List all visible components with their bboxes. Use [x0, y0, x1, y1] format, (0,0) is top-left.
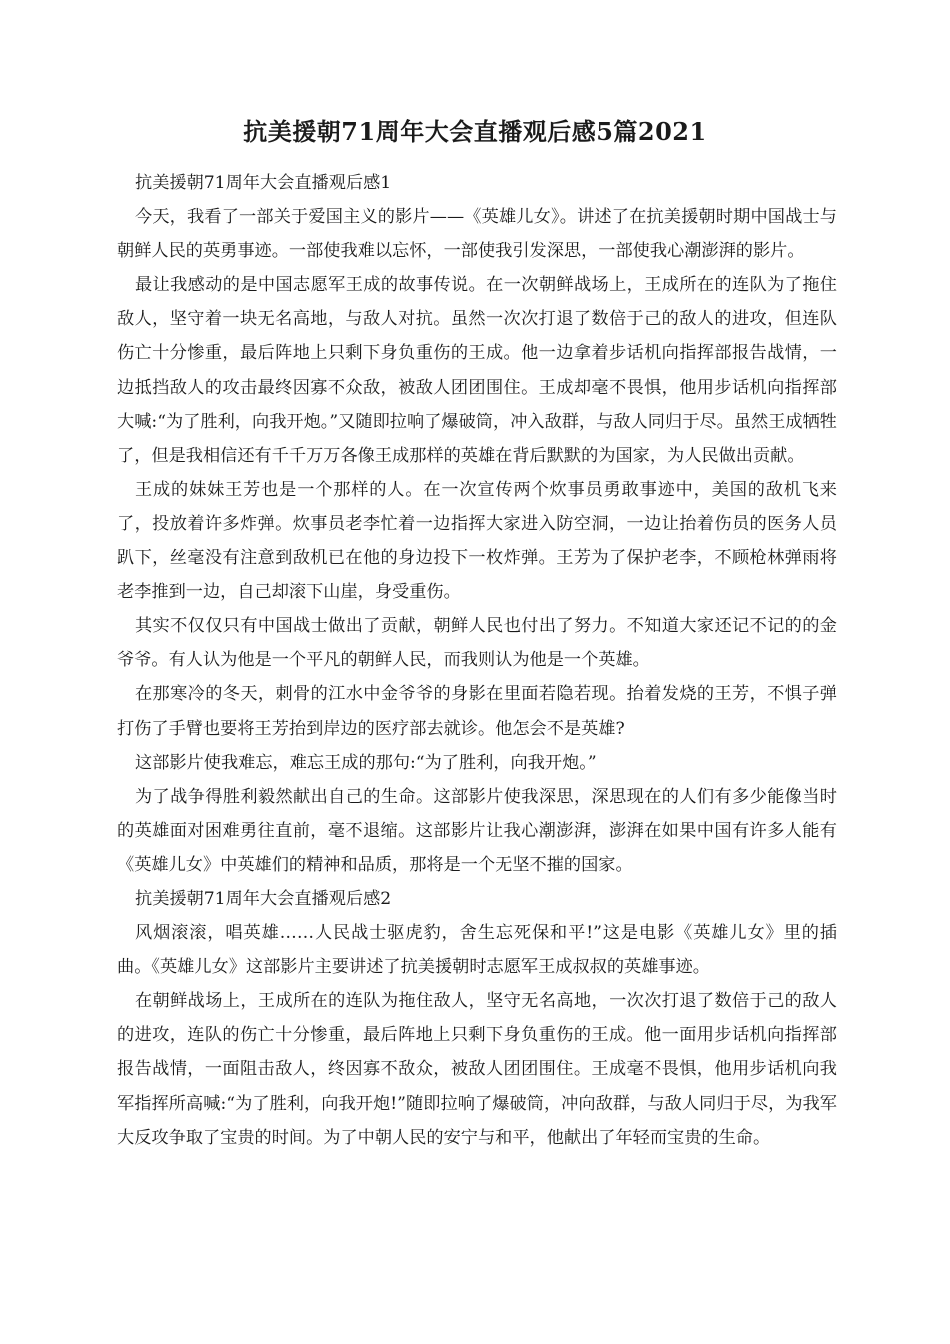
- paragraph: 王成的妹妹王芳也是一个那样的人。在一次宣传两个炊事员勇敢事迹中，美国的敌机飞来了，投放着许多炸弹。炊事员老李忙着一边指挥大家进入防空洞，一边让抬着伤员的医务人员趴下，丝毫没有注意到敌机已在他的身边投下一枚炸弹。王芳为了保护老李，不顾枪林弹雨将老李推到一边，自己却滚下山崖，身受重伤。: [117, 479, 837, 603]
- section-heading-2: 抗美援朝71周年大会直播观后感2: [135, 888, 392, 909]
- paragraph: 今天，我看了一部关于爱国主义的影片——《英雄儿女》。讲述了在抗美援朝时期中国战士与朝鲜人民的英勇事迹。一部使我难以忘怀，一部使我引发深思，一部使我心潮澎湃的影片。: [117, 207, 837, 262]
- paragraph: 在朝鲜战场上，王成所在的连队为拖住敌人，坚守无名高地，一次次打退了数倍于己的敌人的进攻，连队的伤亡十分惨重，最后阵地上只剩下身负重伤的王成。他一面用步话机向指挥部报告战情，一面阻击敌人，终因寡不敌众，被敌人团团围住。王成毫不畏惧，他用步话机向我军指挥所高喊:“为了胜利，向我开炮!”随即拉响了爆破筒，冲向敌群，与敌人同归于尽，为我军大反攻争取了宝贵的时间。为了中朝人民的安宁与和平，他献出了年轻而宝贵的生命。: [117, 991, 837, 1148]
- paragraph: 这部影片使我难忘，难忘王成的那句:“为了胜利，向我开炮。”: [135, 752, 597, 773]
- paragraph: 其实不仅仅只有中国战士做出了贡献，朝鲜人民也付出了努力。不知道大家还记不记的的金爷爷。有人认为他是一个平凡的朝鲜人民，而我则认为他是一个英雄。: [117, 616, 837, 671]
- paragraph: 最让我感动的是中国志愿军王成的故事传说。在一次朝鲜战场上，王成所在的连队为了拖住敌人，坚守着一块无名高地，与敌人对抗。虽然一次次打退了数倍于己的敌人的进攻，但连队伤亡十分惨重，最后阵地上只剩下身负重伤的王成。他一边拿着步话机向指挥部报告战情，一边抵挡敌人的攻击最终因寡不众敌，被敌人团团围住。王成却毫不畏惧，他用步话机向指挥部大喊:“为了胜利，向我开炮。”又随即拉响了爆破筒，冲入敌群，与敌人同归于尽。虽然王成牺牲了，但是我相信还有千千万万各像王成那样的英雄在背后默默的为国家，为人民做出贡献。: [117, 275, 837, 466]
- paragraph: 风烟滚滚，唱英雄……人民战士驱虎豹，舍生忘死保和平!”这是电影《英雄儿女》里的插曲。《英雄儿女》这部影片主要讲述了抗美援朝时志愿军王成叔叔的英雄事迹。: [117, 923, 837, 978]
- document-body: [117, 166, 837, 1155]
- paragraph: 为了战争得胜利毅然献出自己的生命。这部影片使我深思，深思现在的人们有多少能像当时的英雄面对困难勇往直前，毫不退缩。这部影片让我心潮澎湃，澎湃在如果中国有许多人能有《英雄儿女》中英雄们的精神和品质，那将是一个无坚不摧的国家。: [117, 786, 837, 875]
- section-heading-1: 抗美援朝71周年大会直播观后感1: [135, 173, 392, 193]
- page-title: 抗美援朝71周年大会直播观后感5篇2021: [243, 117, 707, 146]
- paragraph: 在那寒冷的冬天，刺骨的江水中金爷爷的身影在里面若隐若现。抬着发烧的王芳，不惧子弹打伤了手臂也要将王芳抬到岸边的医疗部去就诊。他怎会不是英雄?: [117, 684, 837, 739]
